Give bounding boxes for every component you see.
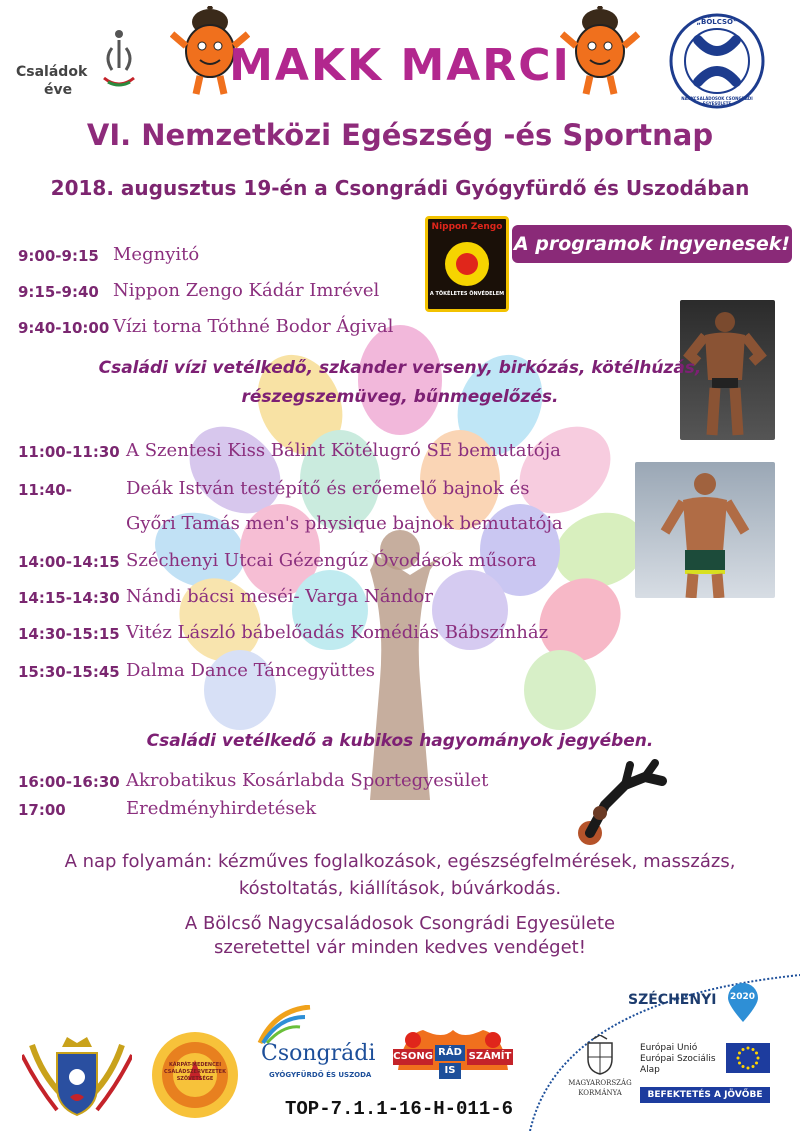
schedule-time: 14:30-15:15 [18, 625, 120, 643]
szechenyi-2020-logo [628, 983, 778, 1023]
family-games-kubikos: Családi vetélkedő a kubikos hagyományok jegyében. [146, 731, 654, 751]
schedule-time: 15:30-15:45 [18, 663, 120, 681]
bodybuilder-photo-2 [635, 462, 775, 598]
eu-label-2: Európai Szociális [640, 1054, 716, 1064]
csongrad-coat-of-arms [22, 1035, 132, 1120]
schedule-time: 11:40- [18, 481, 72, 499]
family-games-line-2: részegszemüveg, bűnmegelőzés. [241, 387, 559, 407]
schedule-text: Eredményhirdetések [126, 798, 317, 819]
csaladok-label: Családok [16, 64, 88, 80]
schedule-row [18, 770, 488, 791]
csongradi-sub: GYÓGYFÜRDŐ ÉS USZODA [269, 1071, 372, 1079]
schedule-row [18, 586, 433, 607]
acrobat-basketball-photo [570, 755, 670, 850]
hungary-label-1: MAGYARORSZÁG [568, 1079, 632, 1087]
nippon-bottom-text: A TÖKÉLETES ÖNVÉDELEM [429, 291, 505, 297]
schedule-time: 9:15-9:40 [18, 283, 99, 301]
schedule-time [18, 513, 126, 534]
schedule-row [18, 244, 199, 265]
invite-line-2: szeretettel vár minden kedves vendéget! [214, 937, 586, 958]
schedule-row [18, 280, 379, 301]
schedule-row [18, 316, 393, 337]
rad-label: RÁD [435, 1045, 465, 1061]
schedule-row [18, 440, 561, 461]
schedule-text: Győri Tamás men's physique bajnok bemutatója [126, 513, 563, 534]
schedule-text: A Szentesi Kiss Bálint Kötélugró SE bemutatója [126, 440, 561, 461]
karpat-medencei-logo [150, 1030, 240, 1120]
nippon-top-text: Nippon Zengo [431, 222, 503, 232]
eu-banner: BEFEKTETÉS A JÖVŐBE [640, 1087, 770, 1103]
is-label: IS [439, 1063, 461, 1079]
all-day-line-1: A nap folyamán: kézműves foglalkozások, egészségfelmérések, masszázs, [64, 851, 736, 872]
physique-figure-icon [635, 462, 775, 598]
schedule-time: 11:00-11:30 [18, 443, 120, 461]
schedule-time: 14:00-14:15 [18, 553, 120, 571]
csong-label: CSONG [393, 1049, 433, 1065]
bolcso-ring-text: NAGYCSALÁDOSOK CSONGRÁDI EGYESÜLETE [681, 96, 753, 106]
schedule-text: Vitéz László bábelőadás Komédiás Bábszínház [126, 622, 549, 643]
schedule-text: Nándi bácsi meséi- Varga Nándor [126, 586, 433, 607]
schedule-time: 16:00-16:30 [18, 773, 120, 791]
schedule-row [18, 550, 537, 571]
schedule-text: Dalma Dance Táncegyüttes [126, 660, 375, 681]
family-games-line-1: Családi vízi vetélkedő, szkander verseny, birkózás, kötélhúzás, [98, 358, 702, 378]
project-code: TOP-7.1.1-16-H-011-6 [285, 1098, 514, 1120]
page-title: MAKK MARCI [229, 40, 571, 91]
event-dateline: 2018. augusztus 19-én a Csongrádi Gyógyfürdő és Uszodában [50, 176, 750, 200]
schedule-text: Vízi torna Tóthné Bodor Ágival [113, 316, 394, 337]
eve-label: éve [44, 82, 73, 98]
schedule-row [18, 622, 548, 643]
csongrad-is-szamit-logo [393, 1025, 513, 1085]
event-subtitle: VI. Nemzetközi Egészség -és Sportnap [86, 118, 714, 152]
eu-flag-icon [726, 1043, 770, 1073]
schedule-text: Deák István testépítő és erőemelő bajnok és [126, 478, 530, 499]
hungary-government-logo [565, 1035, 635, 1115]
eu-label-3: Alap [640, 1065, 660, 1075]
csongradi-label: Csongrádi [261, 1041, 376, 1066]
schedule-text: Nippon Zengo Kádár Imrével [113, 280, 380, 301]
schedule-text: Széchenyi Utcai Gézengúz Óvodások műsora [126, 550, 537, 571]
schedule-time: 17:00 [18, 801, 66, 819]
all-day-line-2: kóstoltatás, kiállítások, búvárkodás. [238, 878, 562, 899]
szamit-label: SZÁMÍT [467, 1049, 513, 1065]
schedule-row [18, 478, 530, 499]
free-programs-badge: A programok ingyenesek! [512, 225, 792, 263]
szechenyi-label: SZÉCHENYI [628, 992, 717, 1008]
invite-line-1: A Bölcső Nagycsaládosok Csongrádi Egyesülete [184, 913, 616, 934]
schedule-text: Akrobatikus Kosárlabda Sportegyesület [126, 770, 489, 791]
schedule-time: 9:40-10:00 [18, 319, 110, 337]
karpat-medencei-text: KÁRPÁT-MEDENCEI CSALÁDSZERVEZETEK SZÖVETSÉGE [164, 1062, 226, 1082]
schedule-text: Megnyitó [113, 244, 200, 265]
nippon-zengo-badge [425, 216, 509, 312]
location-pin-icon [726, 983, 760, 1023]
sun-emblem-icon [442, 239, 492, 289]
schedule-row [18, 660, 375, 681]
szechenyi-year: 2020 [730, 992, 756, 1002]
bolcso-top-text: „BÖLCSŐ” [696, 18, 738, 26]
schedule-row [18, 513, 563, 534]
schedule-time: 9:00-9:15 [18, 247, 99, 265]
schedule-time: 14:15-14:30 [18, 589, 120, 607]
eu-esf-logo [640, 1043, 772, 1107]
hungary-crest-icon [585, 1035, 615, 1075]
csongradi-gyogyfurdo-logo [255, 1005, 385, 1085]
hungary-label-2: KORMÁNYA [578, 1089, 622, 1097]
schedule-row [18, 798, 316, 819]
eu-label-1: Európai Unió [640, 1043, 698, 1053]
